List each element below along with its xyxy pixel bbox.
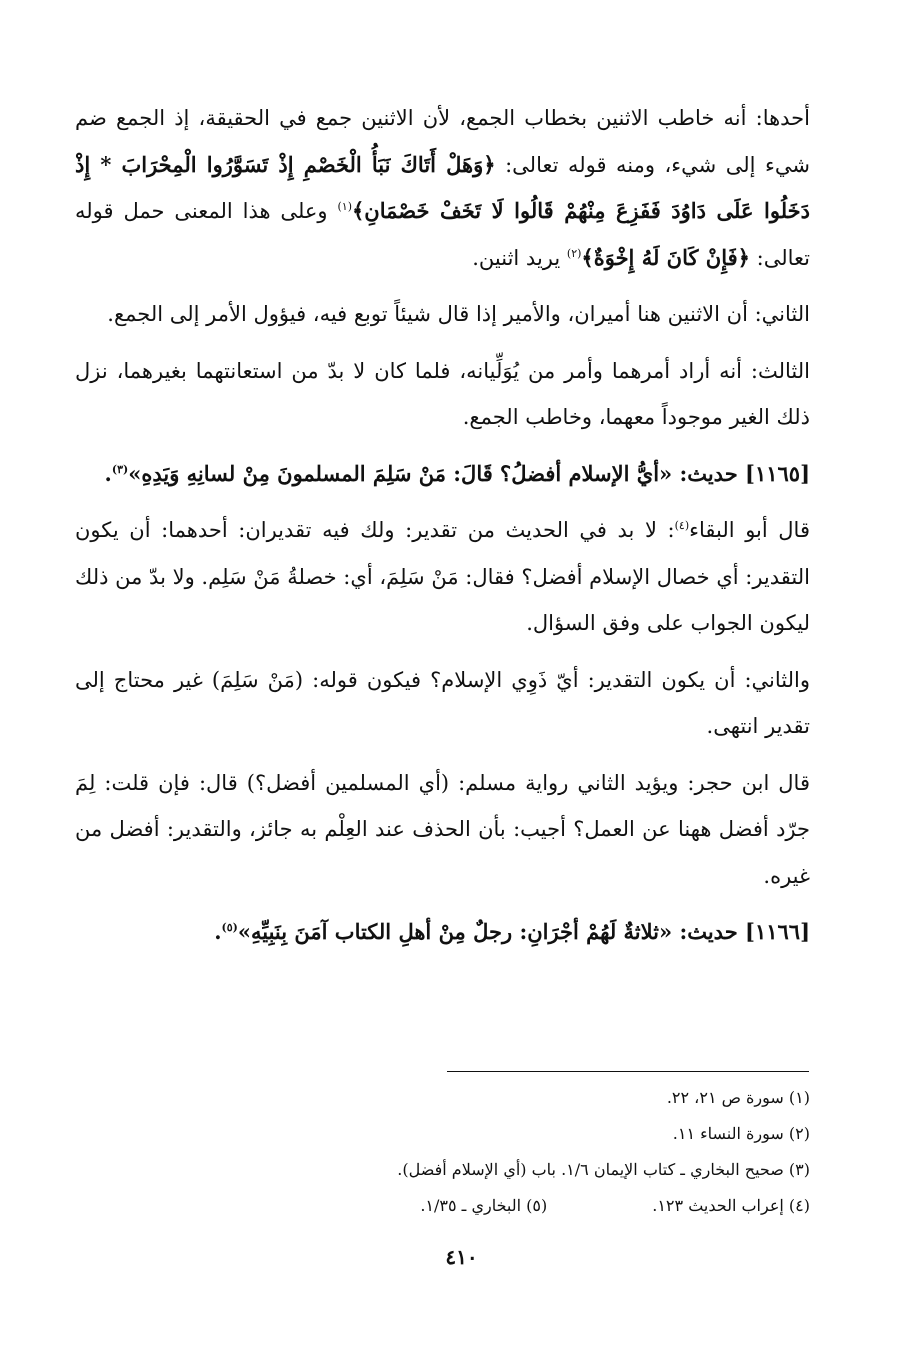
footnote-ref-3[interactable]: (٣) [111, 462, 129, 476]
quran-verse-sad: ﴿وَهَلْ أَتَاكَ نَبَأُ الْخَصْمِ إِذْ تَسَوَّرُوا الْمِحْرَابَ * إِذْ دَخَلُوا عَلَى دَاوُدَ فَفَزِعَ مِنْهُمْ قَالُوا لَا تَخَفْ خَصْمَانِ﴾ [75, 151, 810, 223]
paragraph-2 [75, 291, 810, 338]
footnote-ref-1[interactable]: (١) [337, 200, 352, 213]
paragraph-second-view-text: والثاني: أن يكون التقدير: أيّ ذَوِي الإسلام؟ فيكون قوله: (مَنْ سَلِمَ) غير محتاج إلى تقدير انتهى. [75, 667, 810, 738]
paragraph-1-middle: وعلى هذا المعنى حمل قوله تعالى: [75, 199, 810, 270]
footnote-5: (٥) البخاري ـ ١/٣٥. [420, 1196, 548, 1215]
footnotes [75, 1080, 810, 1224]
page-body [75, 95, 810, 966]
hadith-1165-text: [١١٦٥] حديث: «أيُّ الإسلام أفضلُ؟ قَالَ: مَنْ سَلِمَ المسلمونَ مِنْ لسانِهِ وَيَدِهِ» [128, 460, 810, 486]
footnote-ref-2[interactable]: (٢) [566, 246, 582, 260]
paragraph-abu-albaqa [75, 507, 810, 647]
hadith-1166-text: [١١٦٦] حديث: «ثلاثةٌ لَهُمْ أجْرَانِ: رجلٌ مِنْ أهلِ الكتاب آمَنَ بِنَبِيِّهِ» [237, 919, 810, 944]
paragraph-abu-albaqa-text: : لا بد في الحديث من تقدير: ولك فيه تقديران: أحدهما: أن يكون التقدير: أي خصال الإسلام أفضل؟ فقال: مَنْ سَلِمَ، أي: خصلةُ مَنْ سَلِم. ولا بدّ من ذلك ليكون الجواب على وفق السؤال. [75, 518, 810, 635]
paragraph-ibn-hajar-text: قال ابن حجر: ويؤيد الثاني رواية مسلم: (أي المسلمين أفضل؟) قال: فإن قلت: لِمَ جرّد أفضل ههنا عن العمل؟ أجيب: بأن الحذف عند العِلْم به جائز، والتقدير: أفضل من غيره. [75, 770, 810, 888]
paragraph-second-view [75, 657, 810, 750]
footnote-row-4-5 [75, 1188, 810, 1224]
footnote-1: (١) سورة ص ٢١، ٢٢. [666, 1088, 810, 1107]
footnote-4: (٤) إعراب الحديث ١٢٣. [652, 1196, 810, 1215]
paragraph-1 [75, 95, 810, 281]
quran-verse-nisa: ﴿فَإِنْ كَانَ لَهُ إِخْوَةٌ﴾ [581, 244, 750, 270]
hadith-1165: [١١٦٥] حديث: «أيُّ الإسلام أفضلُ؟ قَالَ: مَنْ سَلِمَ المسلمونَ مِنْ لسانِهِ وَيَدِهِ»$^{(٣)}$. [104, 460, 810, 486]
footnote-3: (٣) صحيح البخاري ـ كتاب الإيمان ١/٦. باب (أي الإسلام أفضل). [397, 1160, 810, 1179]
paragraph-2-text: الثاني: أن الاثنين هنا أميران، والأمير إذا قال شيئاً توبع فيه، فيؤول الأمر إلى الجمع. [107, 302, 810, 326]
footnote-ref-4[interactable]: (٤) [674, 519, 690, 532]
paragraph-1-intro: أحدها: أنه خاطب الاثنين بخطاب الجمع، لأن الاثنين جمع في الحقيقة، إذ الجمع ضم شيء إلى شيء، ومنه قوله تعالى: [75, 106, 810, 177]
hadith-1166: [١١٦٦] حديث: «ثلاثةٌ لَهُمْ أجْرَانِ: رجلٌ مِنْ أهلِ الكتاب آمَنَ بِنَبِيِّهِ»$^{(٥)}$. [214, 919, 810, 944]
paragraph-abu-albaqa-intro: قال أبو البقاء [689, 518, 810, 542]
page-number: ٤١٠ [445, 1245, 478, 1269]
paragraph-3 [75, 348, 810, 441]
footnote-ref-5[interactable]: (٥) [221, 921, 238, 934]
paragraph-3-text: الثالث: أنه أراد أمرهما وأمر من يُوَلِّيانه، فلما كان لا بدّ من استعانتهما بغيرهما، نزل ذلك الغير موجوداً معهما، وخاطب الجمع. [75, 358, 810, 429]
paragraph-ibn-hajar [75, 760, 810, 900]
footnote-separator [447, 1071, 809, 1072]
footnote-2: (٢) سورة النساء ١١. [672, 1124, 810, 1143]
paragraph-1-end: يريد اثنين. [472, 245, 567, 270]
